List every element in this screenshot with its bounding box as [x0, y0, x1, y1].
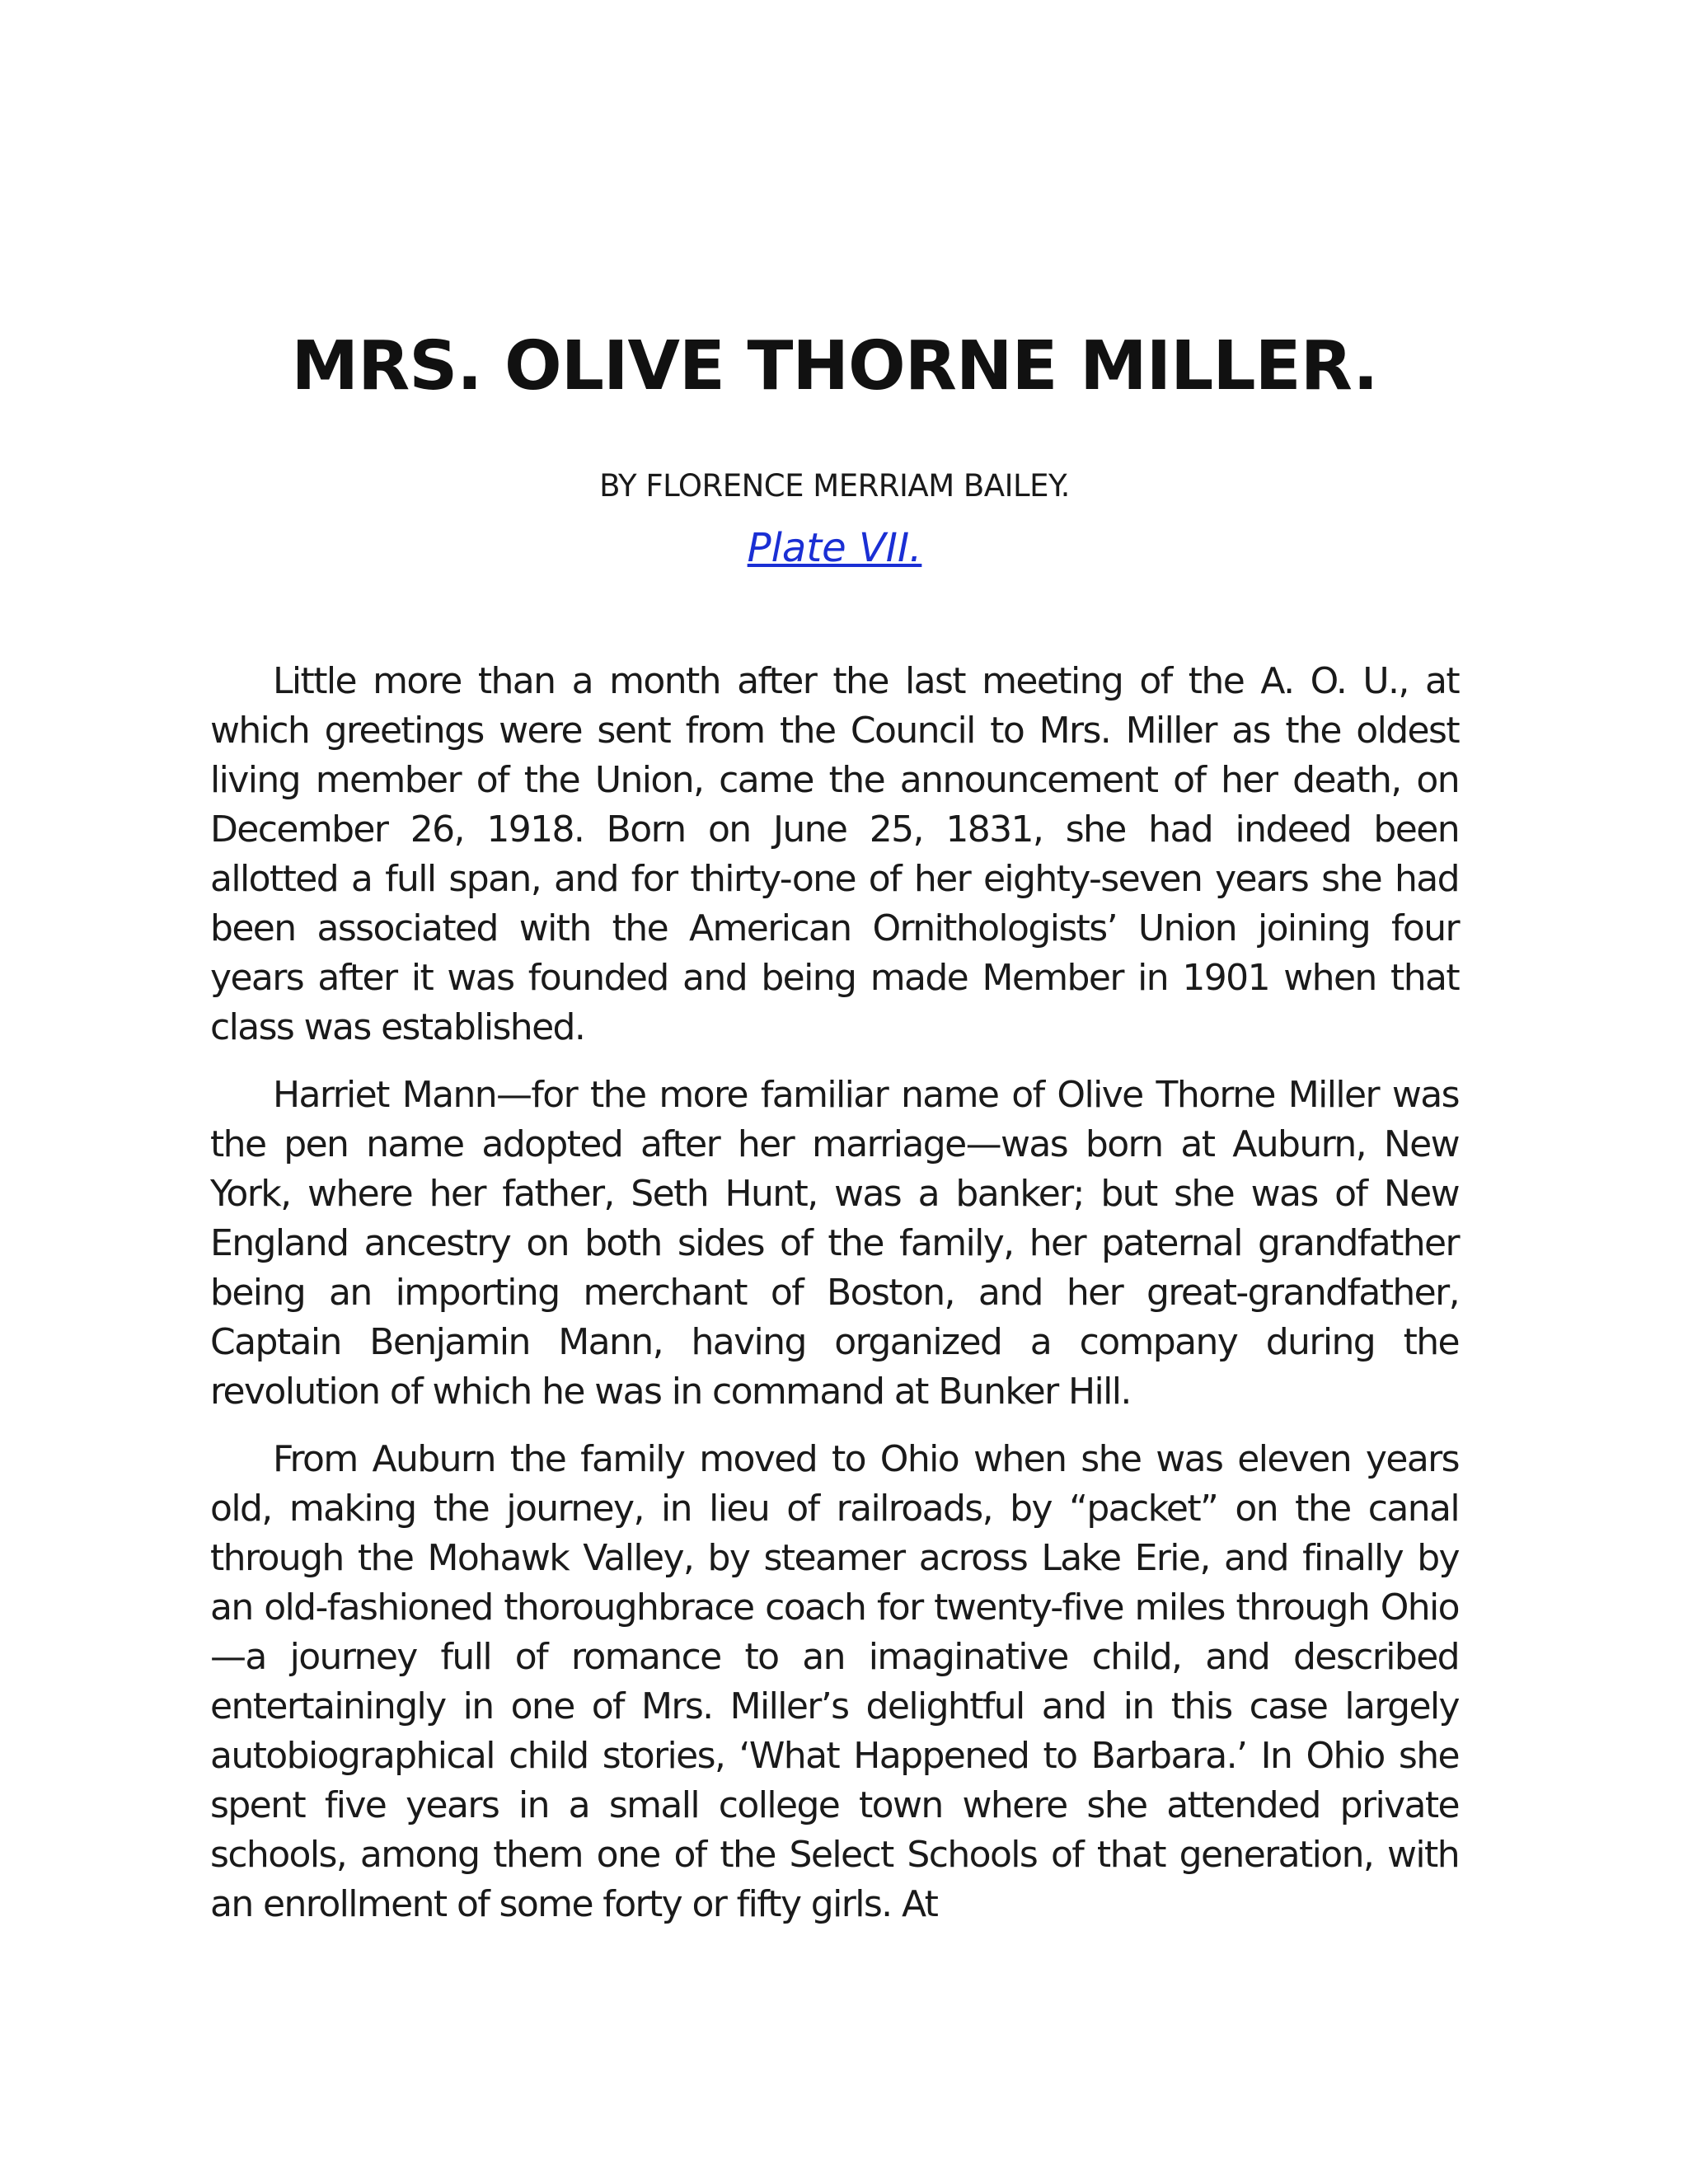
plate-link-container — [210, 523, 1459, 573]
paragraph-1: Little more than a month after the last meeting of the A. O. U., at which greetings were sent from the Council to Mrs. Miller as the oldest living member of the Union, came the announcement of her death, on December 26, 1918. Born on June 25, 1831, she had indeed been allotted a full span, and for thirty-one of her eighty-seven years she had been associated with the American Ornithologists’ Union joining four years after it was founded and being made Member in 1901 when that class was established. — [210, 660, 1459, 1048]
article-byline: BY FLORENCE MERRIAM BAILEY. — [599, 468, 1070, 504]
paragraph-3: From Auburn the family moved to Ohio when she was eleven years old, making the journey, in lieu of railroads, by “packet” on the canal through the Mohawk Valley, by steamer across Lake Erie, and finally by an old-fashioned thoroughbrace coach for twenty-five miles through Ohio—a journey full of romance to an imaginative child, and described entertainingly in one of Mrs. Miller’s delightful and in this case largely autobiographical child stories, ‘What Happened to Barbara.’ In Ohio she spent five years in a small college town where she attended private schools, among them one of the Select Schools of that generation, with an enrollment of some forty or fifty girls. At — [210, 1438, 1459, 1925]
paragraph-2: Harriet Mann—for the more familiar name of Olive Thorne Miller was the pen name adopted after her marriage—was born at Auburn, New York, where her father, Seth Hunt, was a banker; but she was of New England ancestry on both sides of the family, her paternal grandfather being an importing merchant of Boston, and her great-grandfather, Captain Benjamin Mann, having organized a company during the revolution of which he was in command at Bunker Hill. — [210, 1074, 1459, 1413]
article-title: MRS. OLIVE THORNE MILLER. — [291, 327, 1378, 405]
article-body — [210, 657, 1459, 1947]
plate-link[interactable]: Plate VII. — [747, 525, 922, 571]
